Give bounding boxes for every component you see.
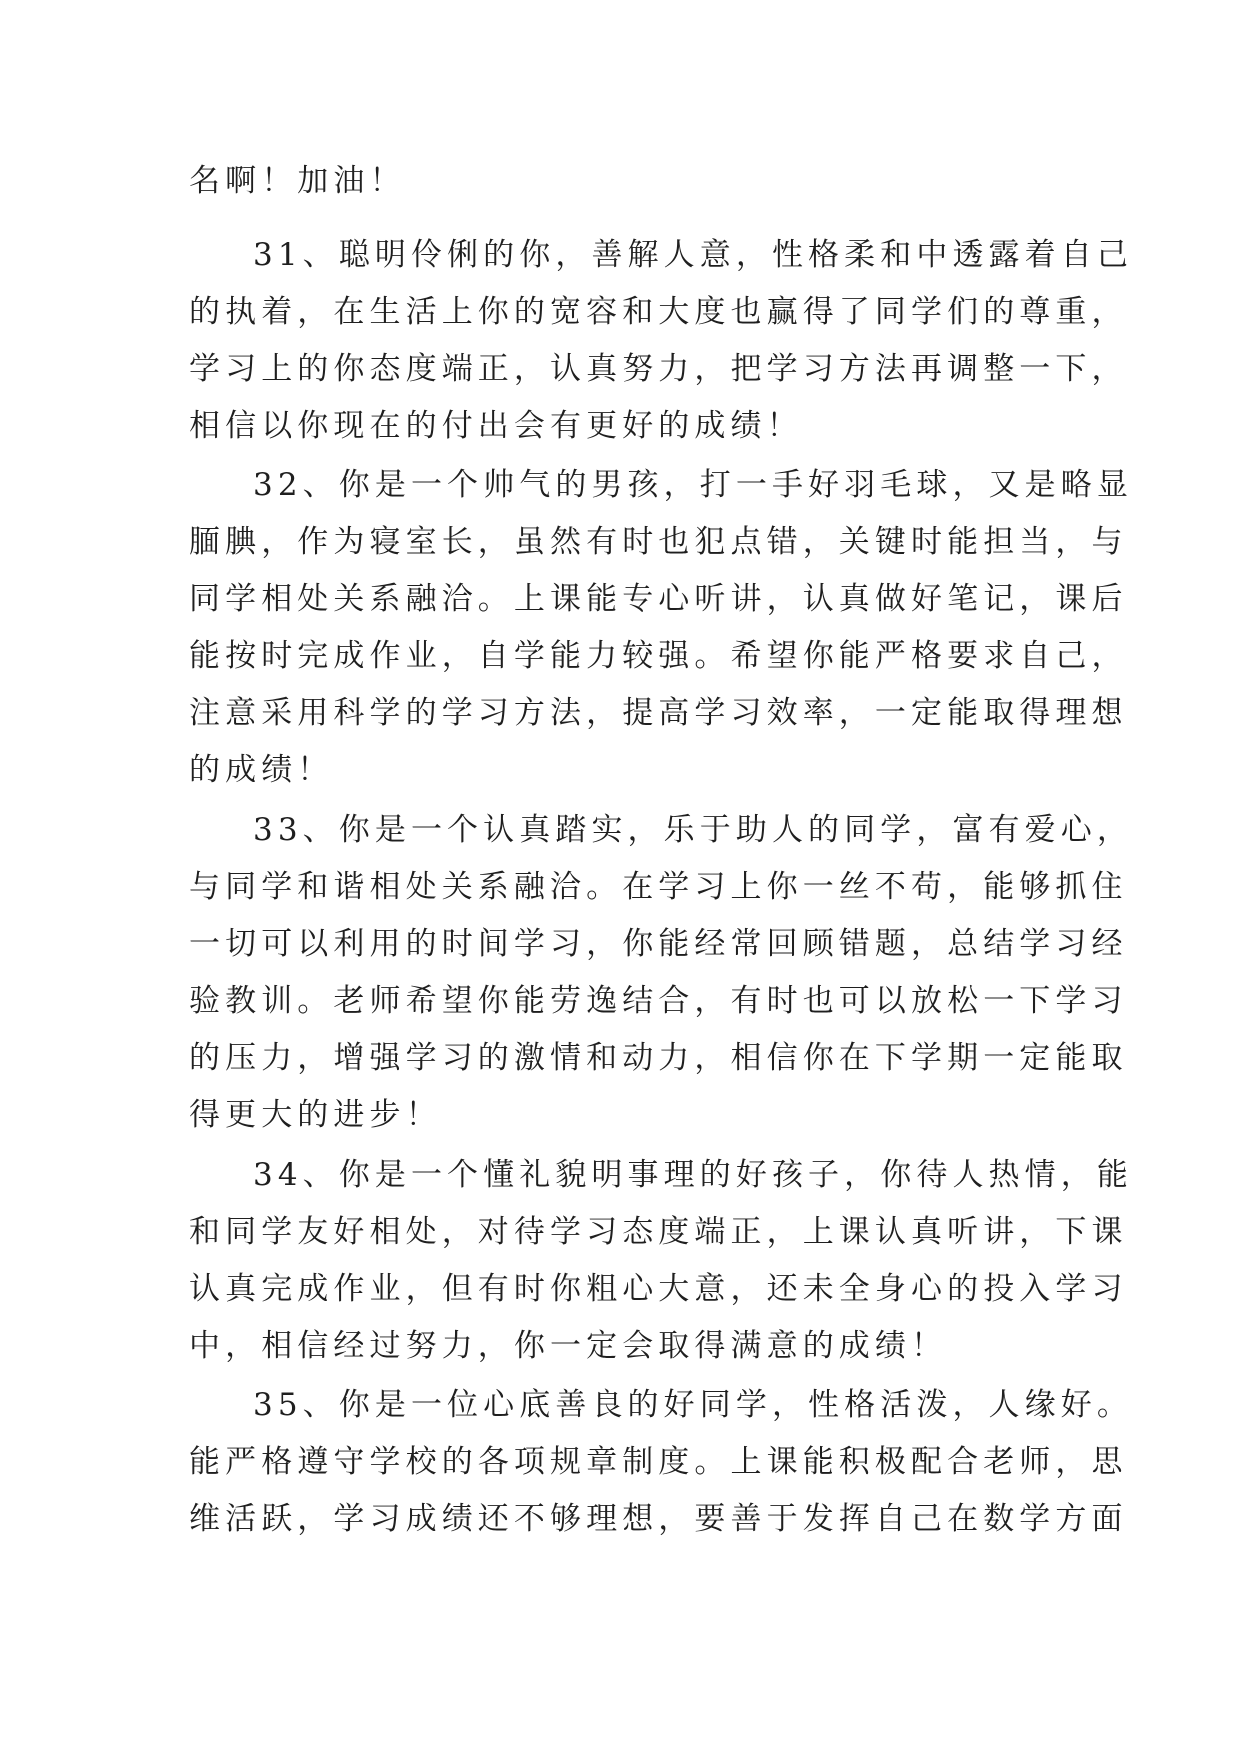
text-line: 同学相处关系融洽。上课能专心听讲，认真做好笔记，课后 bbox=[189, 581, 1128, 617]
text-line: 的成绩！ bbox=[189, 752, 334, 788]
text-line: 和同学友好相处，对待学习态度端正，上课认真听讲，下课 bbox=[189, 1214, 1128, 1250]
text-line: 腼腆，作为寝室长，虽然有时也犯点错，关键时能担当，与 bbox=[189, 524, 1128, 560]
text-line: 验教训。老师希望你能劳逸结合，有时也可以放松一下学习 bbox=[189, 983, 1128, 1019]
paragraph-34-line: 34、你是一个懂礼貌明事理的好孩子，你待人热情，能 bbox=[253, 1157, 1133, 1193]
text-line: 能按时完成作业，自学能力较强。希望你能严格要求自己， bbox=[189, 638, 1128, 674]
text-line: 一切可以利用的时间学习，你能经常回顾错题，总结学习经 bbox=[189, 926, 1128, 962]
text-line: 注意采用科学的学习方法，提高学习效率，一定能取得理想 bbox=[189, 695, 1128, 731]
text-line: 认真完成作业，但有时你粗心大意，还未全身心的投入学习 bbox=[189, 1271, 1128, 1307]
text-line: 得更大的进步！ bbox=[189, 1097, 442, 1133]
paragraph-32-line: 32、你是一个帅气的男孩，打一手好羽毛球，又是略显 bbox=[253, 467, 1133, 503]
paragraph-31-line: 31、聪明伶俐的你，善解人意，性格柔和中透露着自己 bbox=[253, 237, 1133, 273]
text-line: 相信以你现在的付出会有更好的成绩！ bbox=[189, 408, 803, 444]
text-line: 的压力，增强学习的激情和动力，相信你在下学期一定能取 bbox=[189, 1040, 1128, 1076]
paragraph-33-line: 33、你是一个认真踏实，乐于助人的同学，富有爱心， bbox=[253, 812, 1133, 848]
text-line: 维活跃，学习成绩还不够理想，要善于发挥自己在数学方面 bbox=[189, 1501, 1128, 1537]
text-line: 名啊！加油！ bbox=[189, 163, 406, 199]
paragraph-35-line: 35、你是一位心底善良的好同学，性格活泼，人缘好。 bbox=[253, 1387, 1133, 1423]
text-line: 的执着，在生活上你的宽容和大度也赢得了同学们的尊重， bbox=[189, 294, 1128, 330]
text-line: 中，相信经过努力，你一定会取得满意的成绩！ bbox=[189, 1328, 948, 1364]
text-line: 与同学和谐相处关系融洽。在学习上你一丝不苟，能够抓住 bbox=[189, 869, 1128, 905]
text-line: 能严格遵守学校的各项规章制度。上课能积极配合老师，思 bbox=[189, 1444, 1128, 1480]
text-line: 学习上的你态度端正，认真努力，把学习方法再调整一下， bbox=[189, 351, 1128, 387]
